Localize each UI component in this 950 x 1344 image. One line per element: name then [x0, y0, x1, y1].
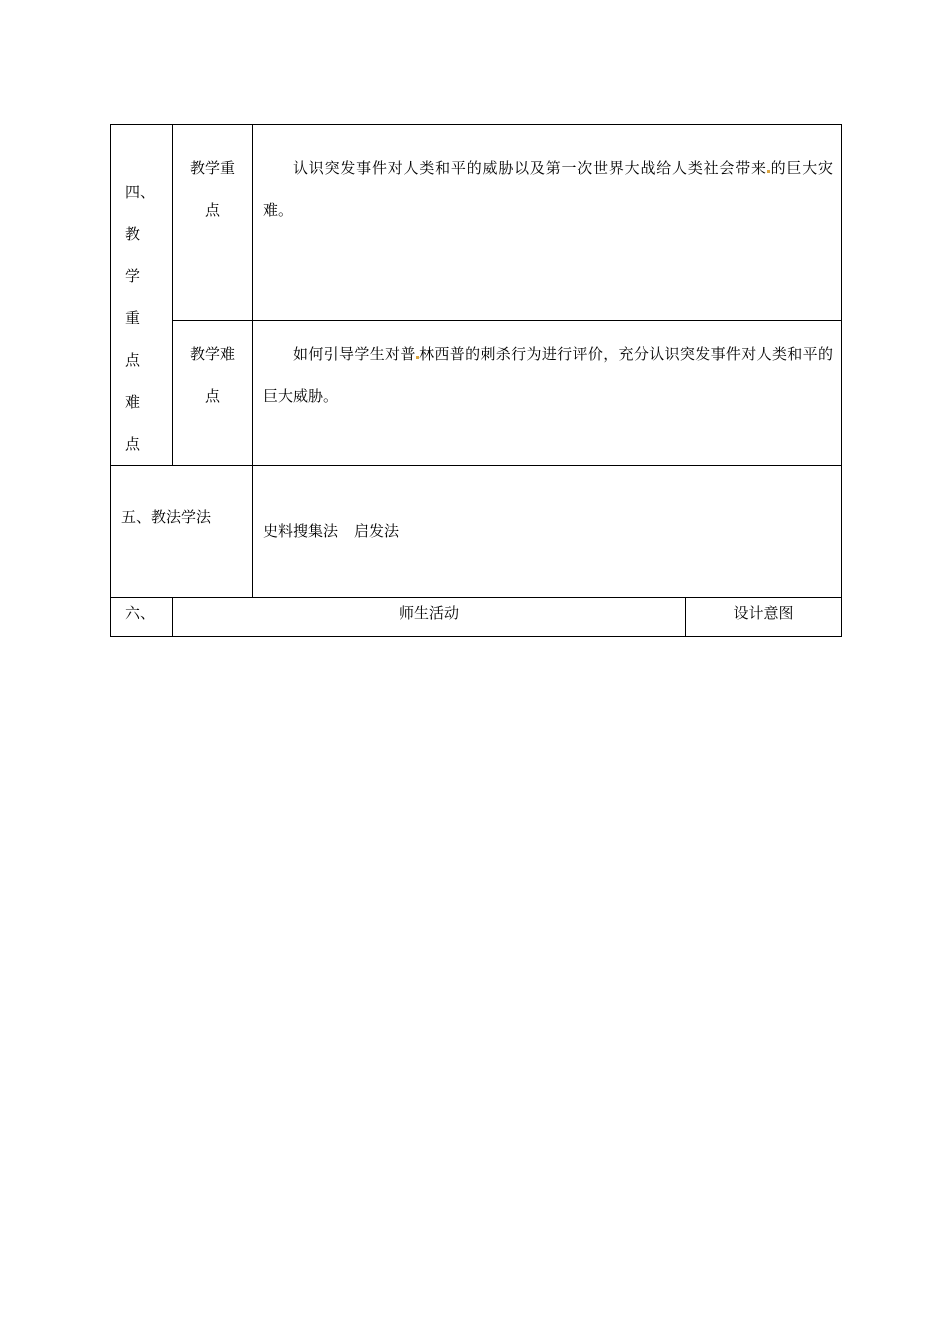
difficult-point-content-cell	[253, 321, 842, 466]
difficult-point-text	[253, 321, 841, 417]
key-point-content-cell	[253, 125, 842, 321]
difficult-point-text-part: 林西普的刺杀行为进行评价，充分认识突发事件对人类和平的巨大威胁。	[263, 345, 833, 406]
key-point-text-part: 的巨大灾难。	[263, 159, 833, 219]
difficult-point-row	[111, 321, 842, 466]
activity-header-cell	[173, 598, 686, 637]
activities-header-row	[111, 598, 842, 637]
section4-label-line: 难点	[125, 393, 141, 453]
section4-label-line: 重点	[125, 309, 141, 369]
methods-text	[253, 466, 841, 539]
difficult-point-text-part: 如何引导学生对普	[293, 345, 416, 364]
intent-header: 设计意图	[733, 604, 794, 622]
key-point-label	[173, 125, 252, 231]
key-point-label-line: 教学重	[189, 159, 235, 177]
method-item: 史料搜集法	[263, 522, 339, 540]
section4-label	[111, 125, 156, 465]
methods-label-cell	[111, 466, 253, 598]
methods-label: 五、教法学法	[121, 508, 212, 526]
difficult-point-label-line: 教学难	[189, 345, 235, 364]
key-point-label-cell	[173, 125, 253, 321]
section4-label-cell	[111, 125, 173, 466]
key-point-label-line: 点	[204, 201, 220, 219]
section6-label: 六、	[125, 604, 156, 622]
section6-label-cell	[111, 598, 173, 637]
key-point-text	[253, 125, 841, 231]
key-point-text-part: 认识突发事件对人类和平的威胁以及第一次世界大战给人类社会带来	[293, 159, 767, 177]
intent-header-cell	[686, 598, 842, 637]
difficult-point-label-cell	[173, 321, 253, 466]
methods-content-cell	[253, 466, 842, 598]
activity-header: 师生活动	[398, 604, 459, 622]
method-item: 启发法	[354, 522, 400, 540]
methods-row	[111, 466, 842, 598]
section4-label-line: 四、	[125, 183, 156, 201]
difficult-point-label-line: 点	[204, 387, 220, 406]
lesson-plan-table	[110, 124, 842, 637]
section4-label-line: 教学	[125, 225, 141, 285]
difficult-point-label	[173, 321, 252, 417]
key-point-row	[111, 125, 842, 321]
